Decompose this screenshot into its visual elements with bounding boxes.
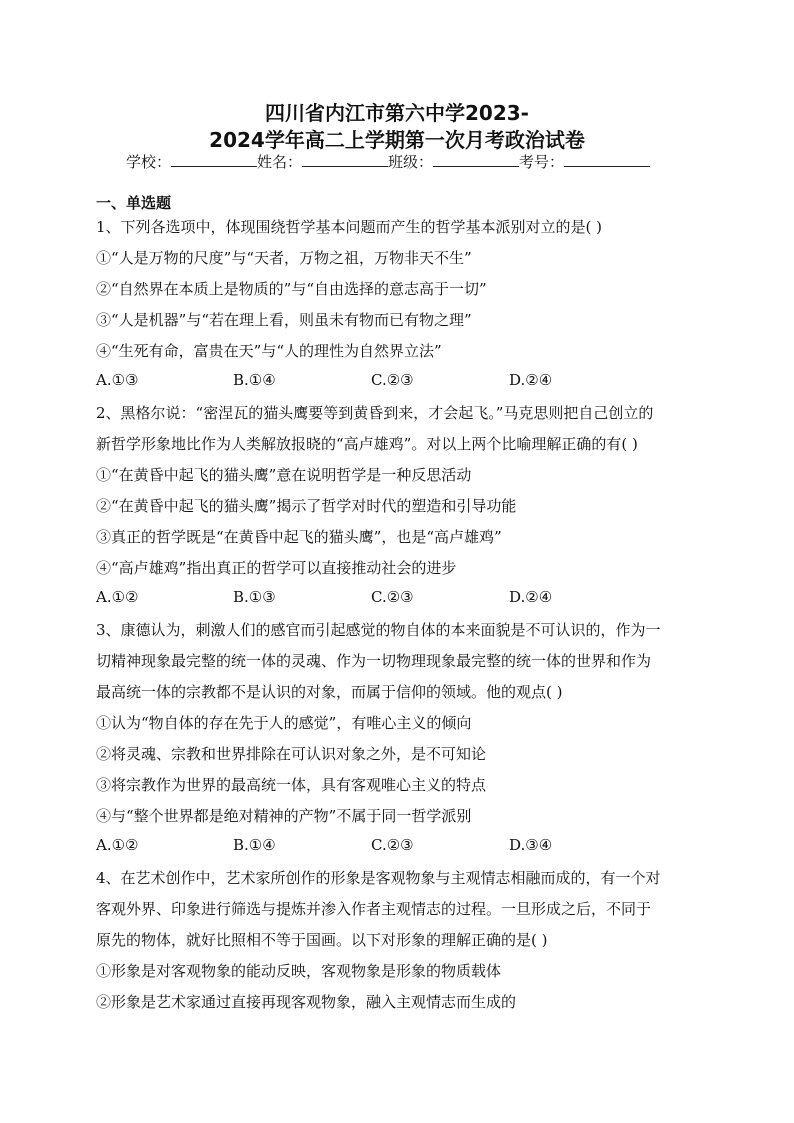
- option-c[interactable]: C.②③: [371, 371, 414, 389]
- question-item: ②形象是艺术家通过直接再现客观物象，融入主观情志而生成的: [96, 993, 517, 1011]
- question-stem: 2、黑格尔说：“密涅瓦的猫头鹰要等到黄昏到来，才会起飞。”马克思则把自己创立的: [96, 404, 654, 422]
- school-blank[interactable]: [171, 152, 257, 167]
- section-title: 一、单选题: [96, 194, 172, 212]
- question-item: ④“高卢雄鸡”指出真正的哲学可以直接推动社会的进步: [96, 559, 457, 577]
- option-b[interactable]: B.①③: [233, 588, 276, 606]
- school-label: 学校：: [126, 153, 172, 171]
- question-item: ③将宗教作为世界的最高统一体，具有客观唯心主义的特点: [96, 776, 487, 794]
- question-item: ③“人是机器”与“若在理上看，则虽未有物而已有物之理”: [96, 311, 472, 329]
- question-item: ②“在黄昏中起飞的猫头鹰”揭示了哲学对时代的塑造和引导功能: [96, 497, 517, 515]
- question-item: ②“自然界在本质上是物质的”与“自由选择的意志高于一切”: [96, 280, 487, 298]
- question-item: ③真正的哲学既是“在黄昏中起飞的猫头鹰”，也是“高卢雄鸡”: [96, 528, 502, 546]
- id-blank[interactable]: [564, 152, 650, 167]
- option-a[interactable]: A.①③: [96, 371, 139, 389]
- question-stem: 原先的物体，就好比照相不等于国画。以下对形象的理解正确的是( ): [96, 931, 548, 949]
- student-info-row: [126, 151, 650, 172]
- class-blank[interactable]: [433, 152, 519, 167]
- question-item: ②将灵魂、宗教和世界排除在可认识对象之外，是不可知论: [96, 745, 487, 763]
- option-d[interactable]: D.③④: [509, 836, 553, 854]
- option-c[interactable]: C.②③: [371, 836, 414, 854]
- question-item: ①“在黄昏中起飞的猫头鹰”意在说明哲学是一种反思活动: [96, 466, 472, 484]
- name-blank[interactable]: [302, 152, 388, 167]
- question-stem: 切精神现象最完整的统一体的灵魂、作为一切物理现象最完整的统一体的世界和作为: [96, 652, 652, 670]
- question-stem: 1、下列各选项中，体现围绕哲学基本问题而产生的哲学基本派别对立的是( ): [96, 218, 603, 236]
- exam-title-line1: 四川省内江市第六中学2023-: [265, 101, 529, 125]
- question-item: ①认为“物自体的存在先于人的感觉”，有唯心主义的倾向: [96, 714, 472, 732]
- question-item: ①“人是万物的尺度”与“天者，万物之祖，万物非天不生”: [96, 249, 472, 267]
- option-d[interactable]: D.②④: [509, 371, 553, 389]
- option-a[interactable]: A.①②: [96, 588, 139, 606]
- id-label: 考号：: [519, 153, 565, 171]
- option-b[interactable]: B.①④: [233, 371, 276, 389]
- option-a[interactable]: A.①②: [96, 836, 139, 854]
- exam-title-line2: 2024学年高二上学期第一次月考政治试卷: [209, 128, 585, 152]
- question-item: ①形象是对客观物象的能动反映，客观物象是形象的物质载体: [96, 962, 502, 980]
- option-b[interactable]: B.①④: [233, 836, 276, 854]
- question-item: ④与“整个世界都是绝对精神的产物”不属于同一哲学派别: [96, 807, 472, 825]
- question-stem: 客观外界、印象进行筛选与提炼并渗入作者主观情志的过程。一旦形成之后，不同于: [96, 900, 652, 918]
- option-c[interactable]: C.②③: [371, 588, 414, 606]
- option-d[interactable]: D.②④: [509, 588, 553, 606]
- question-stem: 新哲学形象地比作为人类解放报晓的“高卢雄鸡”。对以上两个比喻理解正确的有( ): [96, 435, 638, 453]
- question-stem: 3、康德认为，刺激人们的感官而引起感觉的物自体的本来面貌是不可认识的，作为一: [96, 621, 661, 639]
- question-item: ④“生死有命，富贵在天”与“人的理性为自然界立法”: [96, 342, 442, 360]
- name-label: 姓名：: [257, 153, 303, 171]
- class-label: 班级：: [388, 153, 434, 171]
- question-stem: 4、在艺术创作中，艺术家所创作的形象是客观物象与主观情志相融而成的，有一个对: [96, 869, 661, 887]
- question-stem: 最高统一体的宗教都不是认识的对象，而属于信仰的领域。他的观点( ): [96, 683, 563, 701]
